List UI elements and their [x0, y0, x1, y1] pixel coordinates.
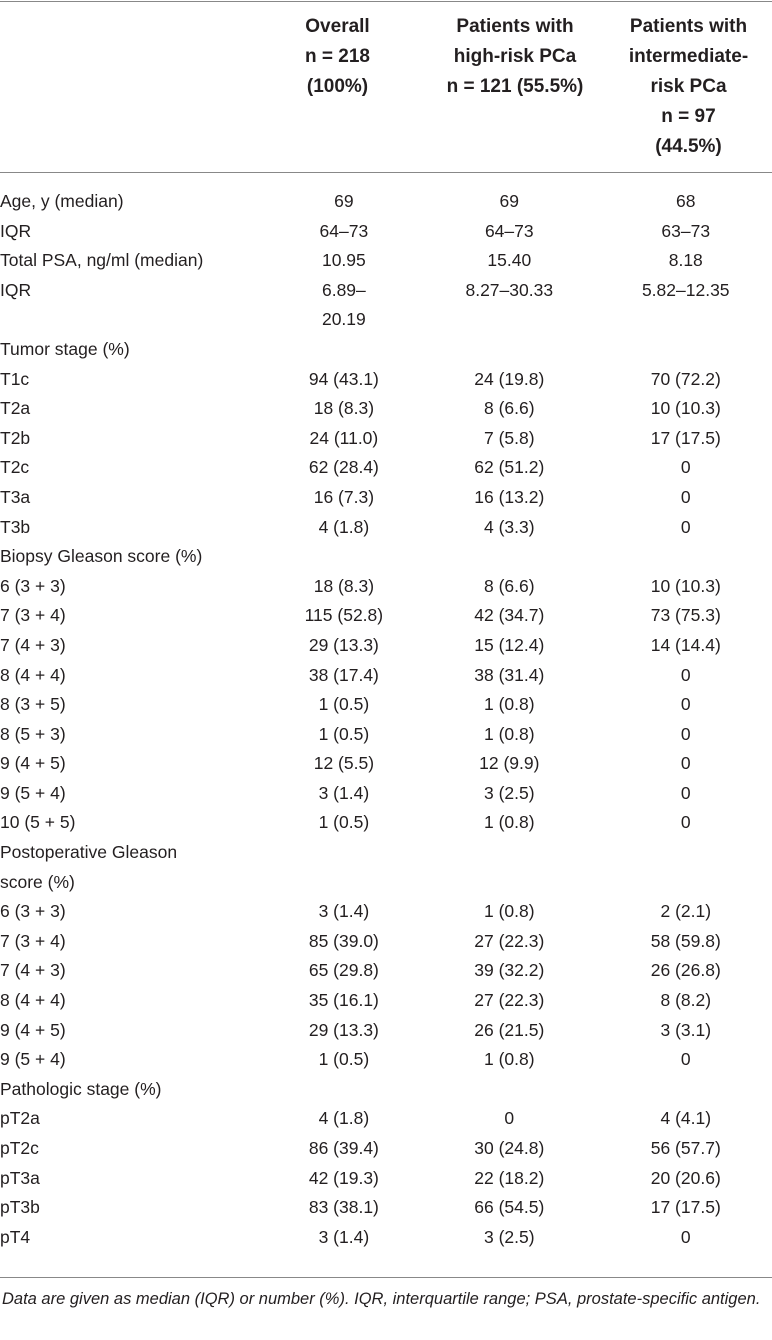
- table-cell: 42 (34.7): [474, 605, 545, 626]
- table-cell: 14 (14.4): [650, 634, 721, 655]
- table-cell: 86 (39.4): [308, 1138, 379, 1158]
- table-cell: 8.27–30.33: [465, 279, 554, 300]
- table-cell: 10.95: [321, 250, 366, 271]
- table-cell: 8 (6.6): [484, 398, 535, 419]
- table-row: [0, 1016, 772, 1046]
- table-cell: 65 (29.8): [308, 960, 379, 981]
- table-cell: 73 (75.3): [650, 605, 721, 626]
- table-cell: 26 (21.5): [474, 1019, 545, 1040]
- table-row: [0, 365, 772, 395]
- table-cell: 1 (0.5): [318, 723, 370, 744]
- row-label: 7 (4 + 3): [0, 960, 66, 981]
- table-row: [0, 1045, 772, 1075]
- table-cell: 0: [680, 723, 691, 744]
- row-label: 6 (3 + 3): [0, 575, 66, 596]
- table-bottom-rule: [0, 1277, 772, 1278]
- row-label: 9 (4 + 5): [0, 753, 66, 774]
- table-row: [0, 1075, 772, 1105]
- table-cell: 3 (2.5): [484, 782, 535, 803]
- table-row: [0, 424, 772, 454]
- row-label: Total PSA, ng/ml (median): [0, 250, 204, 271]
- table-row: [0, 513, 772, 543]
- table-cell: 3 (1.4): [318, 1226, 370, 1247]
- table-cell: 0: [680, 1049, 691, 1070]
- table-cell: 12 (5.5): [313, 753, 375, 774]
- table-row: [0, 276, 772, 335]
- table-row: [0, 986, 772, 1016]
- table-cell: 22 (18.2): [474, 1167, 545, 1188]
- header-intermediate-risk: [605, 12, 772, 162]
- table-cell: 63–73: [661, 220, 711, 241]
- row-label: 8 (4 + 4): [0, 664, 66, 685]
- table-cell: 8.18: [668, 250, 703, 271]
- table-cell: 26 (26.8): [650, 960, 721, 981]
- table-row: [0, 1164, 772, 1194]
- table-cell: 16 (13.2): [474, 486, 545, 507]
- table-cell: 8 (6.6): [484, 575, 535, 596]
- table-cell: 16 (7.3): [313, 486, 375, 507]
- table-cell: 4 (1.8): [318, 1108, 370, 1129]
- header-text: high-risk PCa: [453, 46, 577, 67]
- table-cell: 38 (31.4): [474, 664, 545, 685]
- table-cell: 68: [676, 191, 696, 211]
- table-row: [0, 453, 772, 483]
- row-label: Age, y (median): [0, 191, 124, 211]
- table-cell: 10 (10.3): [650, 575, 721, 596]
- table-cell: 85 (39.0): [308, 930, 379, 951]
- row-label: T1c: [0, 368, 30, 389]
- table-cell: 17 (17.5): [650, 1197, 721, 1218]
- table-cell: 15 (12.4): [474, 634, 545, 655]
- row-label: 7 (3 + 4): [0, 605, 66, 626]
- table-cell: 69: [499, 191, 520, 211]
- row-label: 6 (3 + 3): [0, 901, 66, 922]
- table-footnote: Data are given as median (IQR) or number (%). IQR, interquartile range; PSA, prostate-specific antigen.: [2, 1290, 761, 1308]
- header-high-risk: [430, 12, 600, 102]
- table-cell: 35 (16.1): [308, 990, 379, 1011]
- header-text: intermediate-: [628, 46, 749, 67]
- table-cell: 0: [680, 486, 691, 507]
- header-text: Patients with: [629, 16, 748, 37]
- table-cell: 0: [680, 1226, 691, 1247]
- table-cell: 39 (32.2): [474, 960, 545, 981]
- data-table: [0, 187, 772, 1252]
- table-cell: 4 (1.8): [318, 516, 370, 537]
- table-row: [0, 631, 772, 661]
- table-cell: 1 (0.8): [484, 723, 535, 744]
- table-cell: 20 (20.6): [650, 1167, 721, 1188]
- table-row: [0, 335, 772, 365]
- row-label: 8 (3 + 5): [0, 694, 66, 715]
- table-cell: [600, 1075, 772, 1105]
- row-label: 9 (4 + 5): [0, 1019, 66, 1040]
- row-label: 9 (5 + 4): [0, 782, 66, 803]
- table-row: [0, 690, 772, 720]
- table-row: [0, 779, 772, 809]
- header-text: n = 97: [661, 106, 716, 127]
- table-cell: 1 (0.5): [318, 1049, 370, 1070]
- table-cell: 7 (5.8): [484, 427, 535, 448]
- table-row: [0, 1134, 772, 1164]
- table-row: [0, 246, 772, 276]
- row-label: Biopsy Gleason score (%): [0, 546, 203, 567]
- row-label: 10 (5 + 5): [0, 812, 76, 833]
- table-cell: [419, 838, 599, 897]
- table-cell: 0: [680, 782, 691, 803]
- table-cell: 17 (17.5): [650, 427, 721, 448]
- table-cell: 3 (1.4): [318, 901, 370, 922]
- table-row: [0, 572, 772, 602]
- table-cell: 64–73: [319, 220, 369, 241]
- table-row: [0, 394, 772, 424]
- table-cell: 62 (28.4): [308, 457, 379, 478]
- row-label: IQR: [0, 220, 32, 241]
- table-cell: [600, 335, 772, 365]
- row-label: 7 (4 + 3): [0, 634, 66, 655]
- header-text: (44.5%): [655, 136, 722, 157]
- table-cell: 69: [334, 191, 354, 211]
- row-label: 9 (5 + 4): [0, 1049, 66, 1070]
- table-row: [0, 808, 772, 838]
- table-body: [0, 187, 772, 1252]
- table-row: [0, 1223, 772, 1253]
- table-cell: 15.40: [487, 250, 532, 271]
- table-row: [0, 542, 772, 572]
- table-cell: 27 (22.3): [474, 990, 545, 1011]
- row-label: IQR: [0, 279, 32, 300]
- row-label: pT3b: [0, 1197, 40, 1218]
- table-cell: 3 (1.4): [318, 782, 370, 803]
- row-label: pT2a: [0, 1108, 40, 1129]
- header-text: (100%): [306, 76, 369, 97]
- table-cell: [269, 1075, 419, 1105]
- header-text: risk PCa: [650, 76, 727, 97]
- row-label: pT2c: [0, 1138, 39, 1158]
- table-row: [0, 897, 772, 927]
- table-cell: 70 (72.2): [650, 368, 721, 389]
- table-cell: [419, 1075, 599, 1105]
- table-row: [0, 1193, 772, 1223]
- table-cell: 24 (19.8): [474, 368, 545, 389]
- table-cell: 10 (10.3): [650, 398, 721, 419]
- table-cell: 18 (8.3): [313, 575, 375, 596]
- table-cell: [600, 542, 772, 572]
- table-cell: 42 (19.3): [308, 1167, 379, 1188]
- table-cell: [419, 542, 599, 572]
- table-cell: 38 (17.4): [308, 664, 379, 685]
- table-row: [0, 1104, 772, 1134]
- table-row: [0, 927, 772, 957]
- row-label: T2c: [0, 457, 30, 478]
- table-row: [0, 720, 772, 750]
- table-row: [0, 217, 772, 247]
- table-cell: 29 (13.3): [308, 634, 379, 655]
- header-text: Patients with: [456, 16, 574, 37]
- table-cell: 4 (4.1): [660, 1108, 712, 1129]
- table-row: [0, 956, 772, 986]
- row-label: pT3a: [0, 1167, 40, 1188]
- row-label: T2a: [0, 398, 31, 419]
- table-cell: [269, 838, 419, 897]
- row-label: T3b: [0, 516, 31, 537]
- table-cell: 29 (13.3): [308, 1019, 379, 1040]
- table-cell: 5.82–12.35: [641, 279, 730, 300]
- table-row: [0, 661, 772, 691]
- row-label: T3a: [0, 486, 31, 507]
- table-cell: 3 (2.5): [484, 1226, 535, 1247]
- table-cell: 0: [680, 664, 691, 685]
- table-cell: 3 (3.1): [660, 1019, 712, 1040]
- table-row: [0, 749, 772, 779]
- header-text: n = 121 (55.5%): [446, 76, 584, 97]
- table-cell: 66 (54.5): [474, 1197, 545, 1218]
- table-cell: 30 (24.8): [474, 1138, 545, 1158]
- row-label: 8 (5 + 3): [0, 723, 66, 744]
- table-cell: 6.89–20.19: [321, 279, 366, 330]
- row-label: pT4: [0, 1226, 31, 1247]
- row-label: Pathologic stage (%): [0, 1078, 162, 1099]
- table-cell: 0: [680, 516, 691, 537]
- table-cell: 1 (0.8): [484, 1049, 535, 1070]
- table-cell: 1 (0.8): [484, 812, 535, 833]
- table-cell: 0: [680, 812, 691, 833]
- table-cell: [269, 335, 419, 365]
- table-cell: 83 (38.1): [308, 1197, 379, 1218]
- table-cell: 4 (3.3): [484, 516, 535, 537]
- table-cell: 115 (52.8): [304, 605, 384, 626]
- table-top-rule: [0, 1, 772, 2]
- table-cell: 8 (8.2): [660, 990, 712, 1011]
- table-cell: 58 (59.8): [650, 930, 721, 951]
- table-cell: 1 (0.8): [484, 901, 535, 922]
- table-cell: 0: [680, 457, 691, 478]
- table-cell: 0: [680, 753, 691, 774]
- table-row: [0, 838, 772, 897]
- row-label: 7 (3 + 4): [0, 930, 66, 951]
- table-cell: 64–73: [484, 220, 534, 241]
- header-rule: [0, 172, 772, 173]
- table-cell: 2 (2.1): [660, 901, 712, 922]
- table-cell: 1 (0.8): [484, 694, 535, 715]
- table-row: [0, 187, 772, 217]
- table-row: [0, 601, 772, 631]
- row-label: T2b: [0, 427, 31, 448]
- row-label: Postoperative Gleason score (%): [0, 842, 178, 892]
- row-label: Tumor stage (%): [0, 338, 130, 359]
- header-text: n = 218: [305, 46, 370, 67]
- table-cell: 18 (8.3): [313, 398, 375, 419]
- table-row: [0, 483, 772, 513]
- header-text: Overall: [305, 16, 370, 37]
- table-cell: 0: [680, 694, 691, 715]
- table-cell: 12 (9.9): [479, 753, 540, 774]
- table-cell: [269, 542, 419, 572]
- table-cell: 24 (11.0): [309, 427, 379, 448]
- table-cell: 62 (51.2): [474, 457, 545, 478]
- table-cell: 27 (22.3): [474, 930, 545, 951]
- row-label: 8 (4 + 4): [0, 990, 66, 1011]
- table-cell: 94 (43.1): [308, 368, 379, 389]
- table-cell: 1 (0.5): [318, 812, 370, 833]
- header-overall: [255, 12, 420, 102]
- table-cell: 56 (57.7): [650, 1138, 721, 1158]
- table-cell: 0: [504, 1108, 515, 1129]
- table-cell: 1 (0.5): [318, 694, 370, 715]
- table-cell: [419, 335, 599, 365]
- table-cell: [600, 838, 772, 897]
